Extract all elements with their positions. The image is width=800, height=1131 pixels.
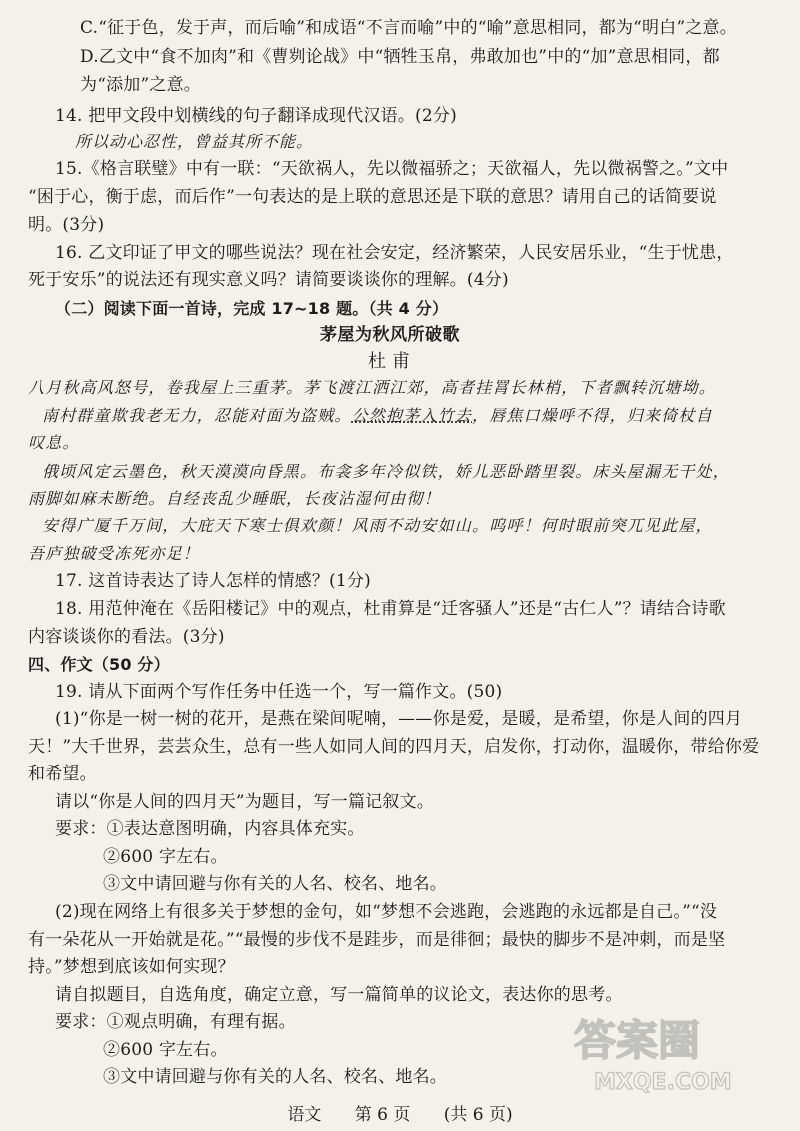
poem-line [42,405,713,427]
poem-line: 安得广厦千万间，大庇天下寒士俱欢颜！风雨不动安如山。呜呼！何时眼前突兀见此屋， [42,516,713,535]
task-2-prompt: 请自拟题目，自选角度，确定立意，写一篇简单的议论文，表达你的思考。 [55,985,623,1005]
question-15-cont: “困于心，衡于虑，而后作”一句表达的是上联的意思还是下联的意思？请用自己的话简要说 [28,187,717,207]
poem-line: 雨脚如麻未断绝。自经丧乱少睡眠，长夜沾湿何由彻！ [28,489,441,508]
task-1-cont: 天！”大千世界，芸芸众生，总有一些人如同人间的四月天，启发你，打动你，温暖你，带给你爱 [28,737,760,757]
task-2-cont2: 持。”梦想到底该如何实现？ [28,957,235,977]
question-14: 14. 把甲文段中划横线的句子翻译成现代汉语。(2分) [55,106,457,126]
poem-author: 杜甫 [368,351,416,372]
footer-subject: 语文 [287,1105,322,1125]
task-1-cont2: 和希望。 [28,764,97,784]
task-2-cont: 有一朵花从一开始就是花。”“最慢的步伐不是跬步，而是徘徊；最快的脚步不是冲刺，而是坚 [28,930,726,950]
question-16: 16. 乙文印证了甲文的哪些说法？现在社会安定，经济繁荣，人民安居乐业，“生于忧患， [55,243,734,263]
poem-line: 吾庐独破受冻死亦足！ [28,544,201,563]
task-2-req-1: 要求：①观点明确，有理有据。 [55,1012,296,1032]
question-19: 19. 请从下面两个写作任务中任选一个，写一篇作文。(50) [55,682,503,702]
task-1-prompt: 请以“你是人间的四月天”为题目，写一篇记叙文。 [55,792,434,812]
task-2: (2)现在网络上有很多关于梦想的金句，如“梦想不会逃跑，会逃跑的永远都是自己。”“没 [55,902,718,922]
footer-page: 第 6 页 [354,1105,411,1125]
task-1: (1)“你是一树一树的花开，是燕在梁间呢喃，——你是爱，是暖，是希望，你是人间的四月 [55,709,743,729]
poem-line: 八月秋高风怒号，卷我屋上三重茅。茅飞渡江洒江郊，高者挂罥长林梢，下者飘转沉塘坳。 [28,378,717,397]
section-4-heading: 四、作文（50 分） [28,655,170,674]
page-footer [0,1100,800,1125]
question-16-cont: 死于安乐”的说法还有现实意义吗？请简要谈谈你的理解。(4分) [28,270,509,290]
watermark-logo [564,1005,764,1095]
question-14-sentence: 所以动心忍性，曾益其所不能。 [75,132,314,151]
task-1-req-3: ③文中请回避与你有关的人名、校名、地名。 [103,874,447,894]
poem-dotted-text: 公然抱茅入竹去 [351,406,473,425]
question-18-cont: 内容谈谈你的看法。(3分) [28,627,225,647]
task-1-req-2: ②600 字左右。 [103,847,228,867]
question-18: 18. 用范仲淹在《岳阳楼记》中的观点，杜甫算是“迁客骚人”还是“古仁人”？请结合诗歌 [55,599,726,619]
footer-total: (共 6 页) [443,1105,513,1125]
option-d: D.乙文中“食不加肉”和《曹刿论战》中“牺牲玉帛，弗敢加也”中的“加”意思相同，都 [80,47,720,67]
question-15: 15.《格言联璧》中有一联：“天欲祸人，先以微福骄之；天欲福人，先以微祸警之。”文中 [55,159,729,179]
watermark-sub: MXQE.COM [594,1070,732,1095]
question-17: 17. 这首诗表达了诗人怎样的情感？(1分) [55,571,371,591]
poem-text: 南村群童欺我老无力，忍能对面为盗贼。 [42,406,352,425]
poem-line: 俄顷风定云墨色，秋天漠漠向昏黑。布衾多年冷似铁，娇儿恶卧踏里裂。床头屋漏无干处， [42,462,731,481]
watermark-text: 答案圈 [574,1016,701,1065]
poem-text: ，唇焦口燥呼不得，归来倚杖自 [472,406,713,425]
poem-line: 叹息。 [28,433,80,452]
task-2-req-2: ②600 字左右。 [103,1040,228,1060]
question-15-cont2: 明。(3分) [28,215,105,235]
poem-title: 茅屋为秋风所破歌 [320,325,460,345]
section-2-heading: （二）阅读下面一首诗，完成 17~18 题。（共 4 分） [55,299,449,318]
option-c: C.“征于色，发于声，而后喻”和成语“不言而喻”中的“喻”意思相同，都为“明白”之意。 [80,18,737,38]
task-1-req-1: 要求：①表达意图明确，内容具体充实。 [55,819,365,839]
option-d-cont: 为“添加”之意。 [80,75,201,95]
task-2-req-3: ③文中请回避与你有关的人名、校名、地名。 [103,1067,447,1087]
